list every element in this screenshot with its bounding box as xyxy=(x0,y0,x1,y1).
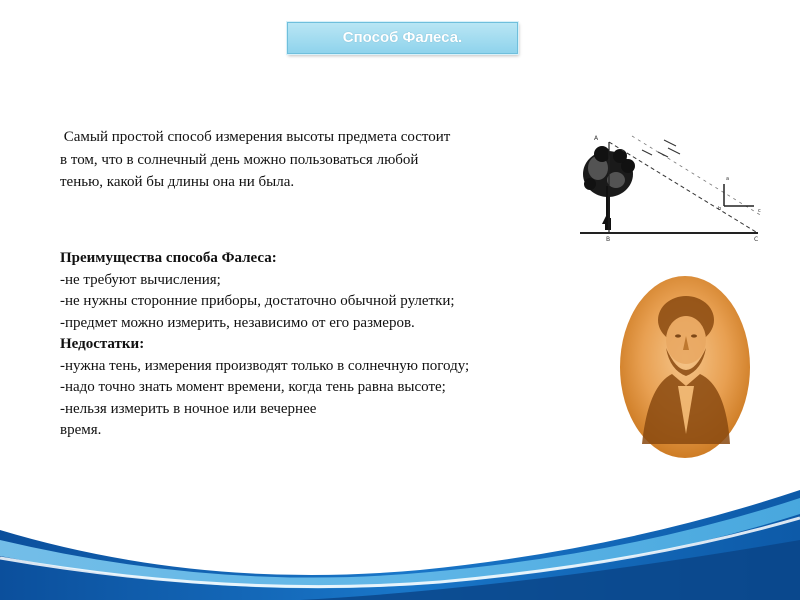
intro-line: Самый простой способ измерения высоты предмета состоит xyxy=(60,129,451,145)
slide-title: Способ Фалеса. xyxy=(287,22,518,54)
ray-arrows xyxy=(642,140,680,157)
advantage-item: -предмет можно измерить, независимо от его размеров. xyxy=(60,314,415,331)
pros-cons-block xyxy=(60,248,560,442)
label-c: C xyxy=(754,236,759,243)
advantages-heading: Преимущества способа Фалеса: xyxy=(60,250,277,266)
disadvantage-item: -нельзя измерить в ночное или вечернее xyxy=(60,400,317,417)
disadvantages-heading: Недостатки: xyxy=(60,336,145,352)
bottom-wave-decoration xyxy=(0,470,800,600)
thales-portrait xyxy=(618,274,752,460)
sun-ray-line xyxy=(609,142,756,232)
disadvantage-item: время. xyxy=(60,422,102,438)
sun-ray-line xyxy=(632,136,762,216)
thales-diagram xyxy=(572,128,768,244)
disadvantage-item: -надо точно знать момент времени, когда тень равна высоте; xyxy=(60,379,446,395)
label-c-small: c xyxy=(758,208,761,214)
label-b: B xyxy=(606,236,611,243)
advantage-item: -не нужны сторонние приборы, достаточно обычной рулетки; xyxy=(60,293,455,309)
disadvantage-item: -нужна тень, измерения производят только в солнечную погоду; xyxy=(60,357,470,374)
label-b-small: b xyxy=(718,206,722,212)
label-a: A xyxy=(594,135,599,142)
intro-line: тенью, какой бы длины она ни была. xyxy=(60,174,295,190)
intro-paragraph xyxy=(60,126,540,194)
label-a-small: a xyxy=(726,176,730,182)
intro-line: в том, что в солнечный день можно пользоваться любой xyxy=(60,151,419,168)
advantage-item: -не требуют вычисления; xyxy=(60,271,221,288)
